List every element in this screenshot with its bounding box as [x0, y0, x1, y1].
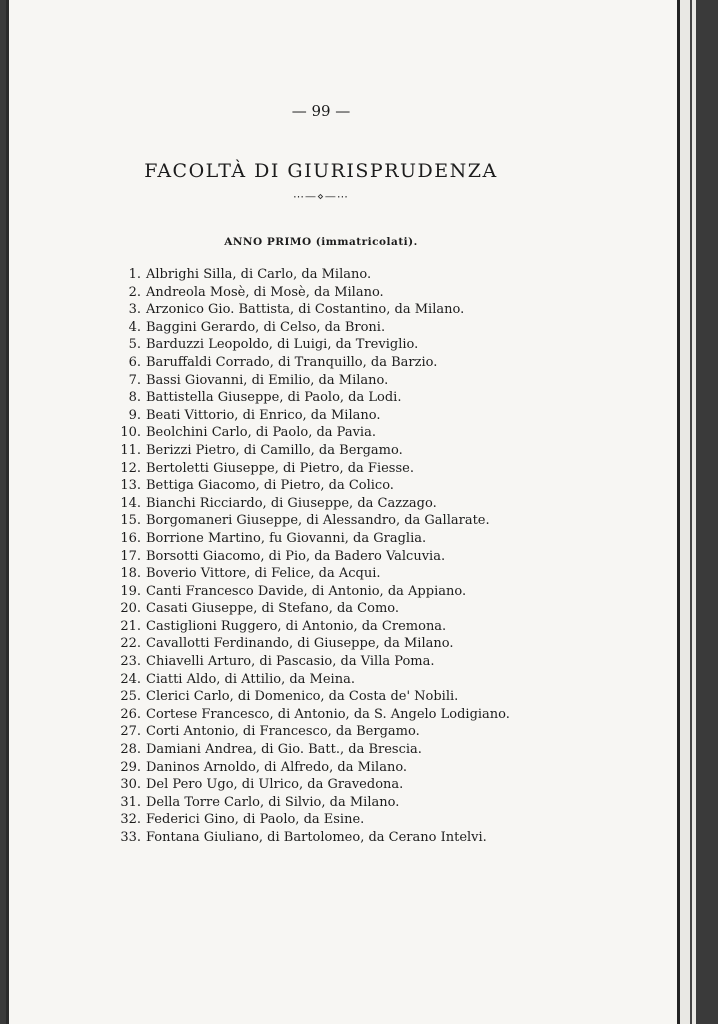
- page-number: — 99 —: [291, 102, 351, 120]
- student-entry: [110, 776, 610, 794]
- entry-number: 1.: [128, 267, 141, 282]
- student-entry: [110, 653, 610, 671]
- entry-number: 17.: [120, 548, 141, 564]
- entry-text: Bassi Giovanni, di Emilio, da Milano.: [146, 372, 389, 388]
- student-entry: [110, 407, 610, 425]
- entry-number: 29.: [120, 759, 141, 775]
- entry-text: Bettiga Giacomo, di Pietro, da Colico.: [146, 478, 394, 494]
- entry-text: Della Torre Carlo, di Silvio, da Milano.: [146, 794, 400, 810]
- entry-number: 11.: [120, 442, 141, 458]
- entry-number: 28.: [120, 742, 141, 758]
- entry-text: Boverio Vittore, di Felice, da Acqui.: [146, 566, 381, 582]
- student-entry: [110, 671, 610, 689]
- student-entry: [110, 372, 610, 390]
- entry-number: 4.: [128, 319, 141, 335]
- entry-number: 25.: [120, 689, 141, 705]
- student-entry: [110, 301, 610, 319]
- entry-number: 16.: [120, 530, 141, 546]
- student-entry: [110, 829, 610, 847]
- student-entry: [110, 266, 610, 284]
- entry-text: Ciatti Aldo, di Attilio, da Meina.: [146, 671, 355, 687]
- entry-text: Battistella Giuseppe, di Paolo, da Lodi.: [146, 390, 402, 406]
- entry-text: Bertoletti Giuseppe, di Pietro, da Fiesse.: [146, 460, 414, 476]
- entry-number: 8.: [128, 390, 141, 406]
- entry-text: Daninos Arnoldo, di Alfredo, da Milano.: [146, 759, 408, 775]
- student-entry: [110, 477, 610, 495]
- binding-edge: [6, 0, 9, 1024]
- entry-number: 26.: [120, 706, 141, 722]
- student-entry: [110, 336, 610, 354]
- student-entry: [110, 618, 610, 636]
- entry-text: Borgomaneri Giuseppe, di Alessandro, da Gallarate.: [146, 513, 490, 529]
- student-entry: [110, 530, 610, 548]
- entry-text: Cavallotti Ferdinando, di Giuseppe, da Milano.: [146, 636, 454, 652]
- entry-number: 22.: [120, 636, 141, 652]
- student-entry: [110, 759, 610, 777]
- student-entry: [110, 565, 610, 583]
- student-entry: [110, 512, 610, 530]
- entry-number: 15.: [120, 513, 141, 529]
- entry-number: 18.: [120, 566, 141, 582]
- entry-number: 32.: [120, 812, 141, 828]
- entry-text: Clerici Carlo, di Domenico, da Costa de' Nobili.: [146, 689, 459, 705]
- entry-text: Beolchini Carlo, di Paolo, da Pavia.: [146, 425, 376, 441]
- entry-number: 5.: [128, 337, 141, 353]
- page-edge: [677, 0, 696, 1024]
- entry-text: Corti Antonio, di Francesco, da Bergamo.: [146, 724, 420, 740]
- student-entry: [110, 811, 610, 829]
- student-entry: [110, 319, 610, 337]
- entry-number: 2.: [128, 284, 141, 300]
- student-entry: [110, 583, 610, 601]
- entry-text: Chiavelli Arturo, di Pascasio, da Villa Poma.: [146, 654, 435, 670]
- entry-text: Castiglioni Ruggero, di Antonio, da Cremona.: [146, 618, 447, 634]
- student-entry: [110, 495, 610, 513]
- student-entry: [110, 424, 610, 442]
- entry-number: 14.: [120, 495, 141, 511]
- entry-text: Arzonico Gio. Battista, di Costantino, da Milano.: [146, 302, 465, 318]
- entry-text: Albrighi Silla, di Carlo, da Milano.: [146, 267, 372, 282]
- entry-text: Borsotti Giacomo, di Pio, da Badero Valcuvia.: [146, 548, 446, 564]
- entry-text: Cortese Francesco, di Antonio, da S. Angelo Lodigiano.: [146, 706, 510, 722]
- entry-number: 30.: [120, 777, 141, 793]
- entry-text: Fontana Giuliano, di Bartolomeo, da Cerano Intelvi.: [146, 830, 487, 845]
- entry-number: 10.: [120, 425, 141, 441]
- student-entry: [110, 389, 610, 407]
- entry-text: Canti Francesco Davide, di Antonio, da Appiano.: [146, 583, 467, 599]
- entry-text: Beati Vittorio, di Enrico, da Milano.: [146, 407, 381, 423]
- entry-text: Federici Gino, di Paolo, da Esine.: [146, 812, 365, 828]
- student-entry: [110, 284, 610, 302]
- student-entry: [110, 706, 610, 724]
- student-entry: [110, 794, 610, 812]
- entry-text: Bianchi Ricciardo, di Giuseppe, da Cazzago.: [146, 495, 437, 511]
- student-entry: [110, 354, 610, 372]
- entry-text: Borrione Martino, fu Giovanni, da Graglia.: [146, 530, 427, 546]
- student-entry: [110, 723, 610, 741]
- student-entry: [110, 600, 610, 618]
- entry-text: Baggini Gerardo, di Celso, da Broni.: [146, 319, 386, 335]
- entry-text: Baruffaldi Corrado, di Tranquillo, da Barzio.: [146, 354, 438, 370]
- student-entry: [110, 741, 610, 759]
- page-title: FACOLTÀ DI GIURISPRUDENZA: [144, 160, 498, 182]
- student-entry: [110, 442, 610, 460]
- entry-number: 19.: [120, 583, 141, 599]
- entry-text: Andreola Mosè, di Mosè, da Milano.: [146, 284, 384, 300]
- entry-number: 21.: [120, 618, 141, 634]
- entry-text: Casati Giuseppe, di Stefano, da Como.: [146, 601, 400, 617]
- entry-number: 13.: [120, 478, 141, 494]
- entry-number: 7.: [128, 372, 141, 388]
- entry-number: 33.: [120, 830, 141, 845]
- entry-number: 23.: [120, 654, 141, 670]
- section-subtitle: ANNO PRIMO (immatricolati).: [224, 236, 418, 248]
- document-page: [6, 0, 696, 1024]
- student-entry: [110, 635, 610, 653]
- entry-number: 3.: [128, 302, 141, 318]
- entry-text: Barduzzi Leopoldo, di Luigi, da Treviglio.: [146, 337, 419, 353]
- entry-number: 20.: [120, 601, 141, 617]
- entry-text: Damiani Andrea, di Gio. Batt., da Brescia.: [146, 742, 422, 758]
- entry-text: Del Pero Ugo, di Ulrico, da Gravedona.: [146, 777, 404, 793]
- student-entry: [110, 688, 610, 706]
- entry-text: Berizzi Pietro, di Camillo, da Bergamo.: [146, 442, 403, 458]
- entry-number: 9.: [128, 407, 141, 423]
- student-list: [110, 266, 610, 847]
- entry-number: 12.: [120, 460, 141, 476]
- entry-number: 31.: [120, 794, 141, 810]
- entry-number: 24.: [120, 671, 141, 687]
- student-entry: [110, 460, 610, 478]
- entry-number: 27.: [120, 724, 141, 740]
- student-entry: [110, 548, 610, 566]
- entry-number: 6.: [128, 354, 141, 370]
- ornament-divider: ⋯—⋄—⋯: [293, 190, 349, 203]
